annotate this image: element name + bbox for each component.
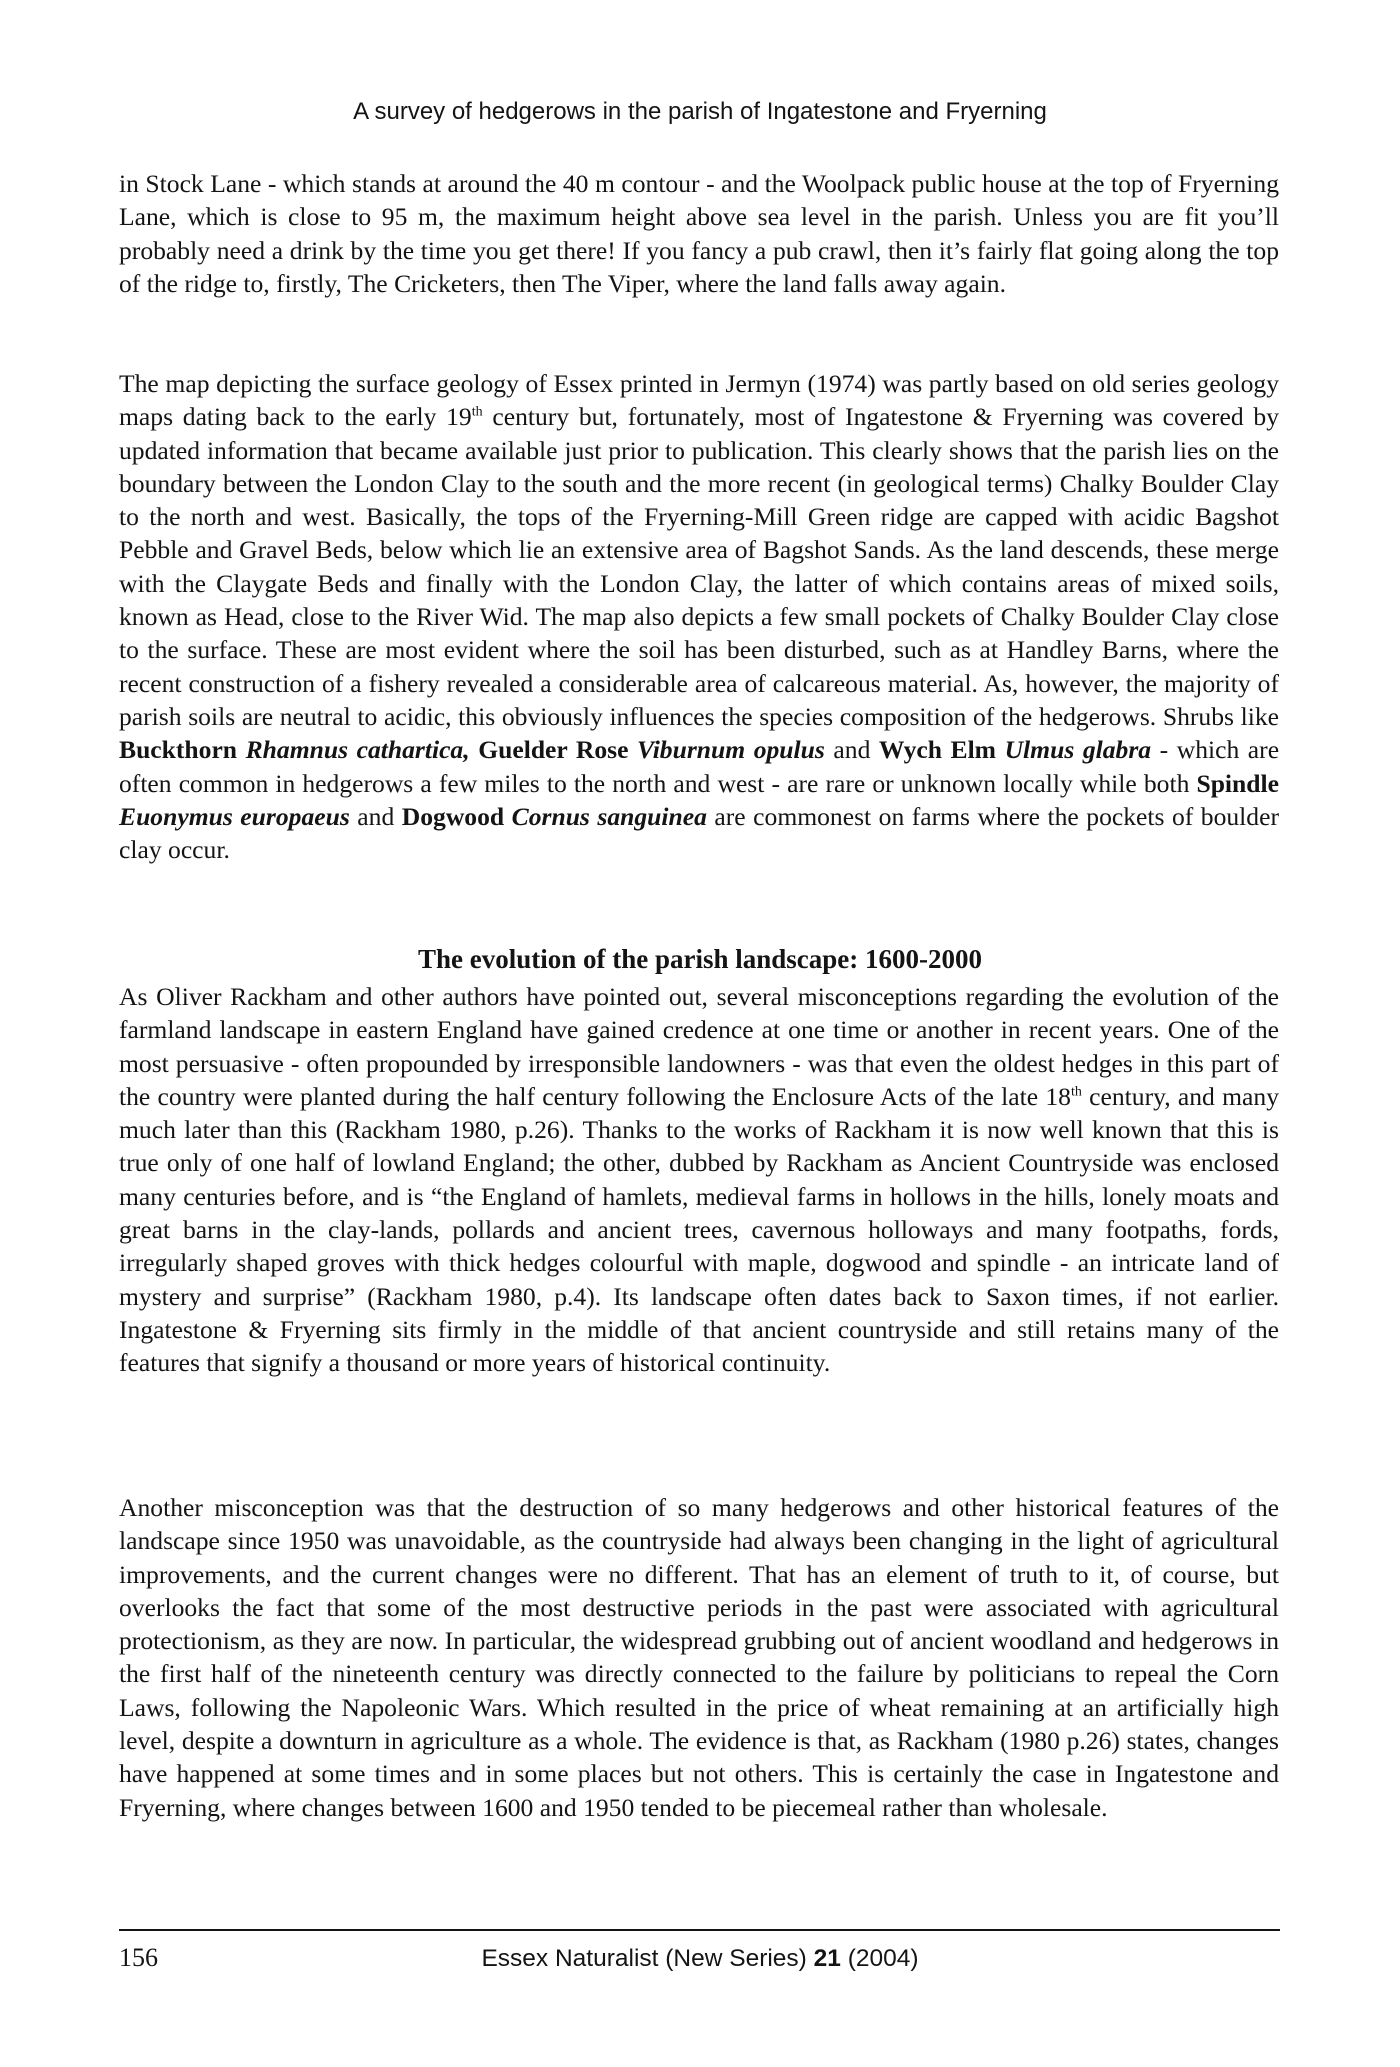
page-number: 156	[119, 1943, 158, 1972]
paragraph-text: Another misconception was that the destruction of so many hedgerows and other historical features of the landscape since 1950 was unavoidable, as the countryside had always been changing in the light of agricultural improvements, and the current changes were no different. That has an element of truth to it, of course, but overlooks the fact that some of the most destructive periods in the past were associated with agricultural protectionism, as they are now. In particular, the widespread grubbing out of ancient woodland and hedgerows in the first half of the nineteenth century was directly connected to the failure by politicians to repeal the Corn Laws, following the Napoleonic Wars. Which resulted in the price of wheat remaining at an artificially high level, despite a downturn in agriculture as a whole. The evidence is that, as Rackham (1980 p.26) states, changes have happened at some times and in some places but not others. This is certainly the case in Ingatestone and Fryerning, where changes between 1600 and 1950 tended to be piecemeal rather than wholesale.	[119, 1493, 1279, 1822]
species-latin-spindle: Euonymus europaeus	[119, 801, 350, 831]
species-common-dogwood: Dogwood	[401, 801, 505, 831]
conjunction: and	[349, 801, 402, 831]
paragraph-stock-lane	[119, 167, 1279, 300]
journal-year: (2004)	[840, 1945, 919, 1972]
paragraph-misconception	[119, 1491, 1279, 1824]
ordinal-suffix: th	[1070, 1084, 1082, 1100]
conjunction: and	[824, 735, 879, 765]
species-latin-dogwood: Cornus sanguinea	[511, 801, 707, 831]
ordinal-suffix: th	[471, 404, 483, 420]
journal-name: Essex Naturalist (New Series)	[481, 1945, 814, 1972]
rackham-text-1: As Oliver Rackham and other authors have pointed out, several misconceptions regarding the evolution of the farmland landscape in eastern England have gained credence at one time or another in recent years. One of the most persuasive - often propounded by irresponsible landowners - was that even the oldest hedges in this part of the country were planted during the half century following the Enclosure Acts of the late 18	[119, 982, 1279, 1111]
species-common-guelder-rose: Guelder Rose	[478, 735, 629, 765]
paragraph-text: in Stock Lane - which stands at around the 40 m contour - and the Woolpack public house at the top of Fryerning Lane, which is close to 95 m, the maximum height above sea level in the parish. Unless you are fit you’ll probably need a drink by the time you get there! If you fancy a pub crawl, then it’s fairly flat going along the top of the ridge to, firstly, The Cricketers, then The Viper, where the land falls away again.	[119, 169, 1279, 298]
species-latin-guelder-rose: Viburnum opulus	[637, 735, 825, 765]
species-latin-wych-elm: Ulmus glabra	[1004, 735, 1152, 765]
section-heading: The evolution of the parish landscape: 1600-2000	[417, 944, 983, 974]
journal-volume: 21	[813, 1945, 841, 1972]
rackham-text-2: century, and many much later than this (Rackham 1980, p.26). Thanks to the works of Rackham it is now well known that this is true only of one half of lowland England; the other, dubbed by Rackham as Ancient Countryside was enclosed many centuries before, and is “the England of hamlets, medieval farms in hollows in the hills, lonely moats and great barns in the clay-lands, pollards and ancient trees, cavernous holloways and many footpaths, fords, irregularly shaped groves with thick hedges colourful with maple, dogwood and spindle - an intricate land of mystery and surprise” (Rackham 1980, p.4). Its landscape often dates back to Saxon times, if not earlier. Ingatestone & Fryerning sits firmly in the middle of that ancient countryside and still retains many of the features that signify a thousand or more years of historical continuity.	[119, 1081, 1279, 1378]
journal-citation	[0, 1943, 1400, 1975]
species-common-wych-elm: Wych Elm	[878, 735, 997, 765]
species-common-buckthorn: Buckthorn	[119, 735, 238, 765]
geology-text-4: are commonest on farms where the pockets of boulder clay occur.	[119, 801, 1279, 865]
geology-text-3: - which are often common in hedgerows a few miles to the north and west - are rare or unknown locally while both	[119, 735, 1280, 798]
species-common-spindle: Spindle	[1196, 768, 1279, 798]
geology-text-2: century but, fortunately, most of Ingatestone & Fryerning was covered by updated information that became available just prior to publication. This clearly shows that the parish lies on the boundary between the London Clay to the south and the more recent (in geological terms) Chalky Boulder Clay to the north and west. Basically, the tops of the Fryerning-Mill Green ridge are capped with acidic Bagshot Pebble and Gravel Beds, below which lie an extensive area of Bagshot Sands. As the land descends, these merge with the Claygate Beds and finally with the London Clay, the latter of which contains areas of mixed soils, known as Head, close to the River Wid. The map also depicts a few small pockets of Chalky Boulder Clay close to the surface. These are most evident where the soil has been disturbed, such as at Handley Barns, where the recent construction of a fishery revealed a considerable area of calcareous material. As, however, the majority of parish soils are neutral to acidic, this obviously influences the species composition of the hedgerows. Shrubs like	[119, 402, 1279, 731]
running-title: A survey of hedgerows in the parish of Ingatestone and Fryerning	[353, 98, 1047, 125]
paragraph-rackham	[119, 980, 1279, 1380]
species-latin-buckthorn: Rhamnus cathartica,	[245, 735, 470, 765]
geology-text-1: The map depicting the surface geology of Essex printed in Jermyn (1974) was partly based on old series geology maps dating back to the early 19	[119, 369, 1279, 432]
paragraph-geology	[119, 367, 1279, 866]
footer-rule	[119, 1929, 1280, 1931]
